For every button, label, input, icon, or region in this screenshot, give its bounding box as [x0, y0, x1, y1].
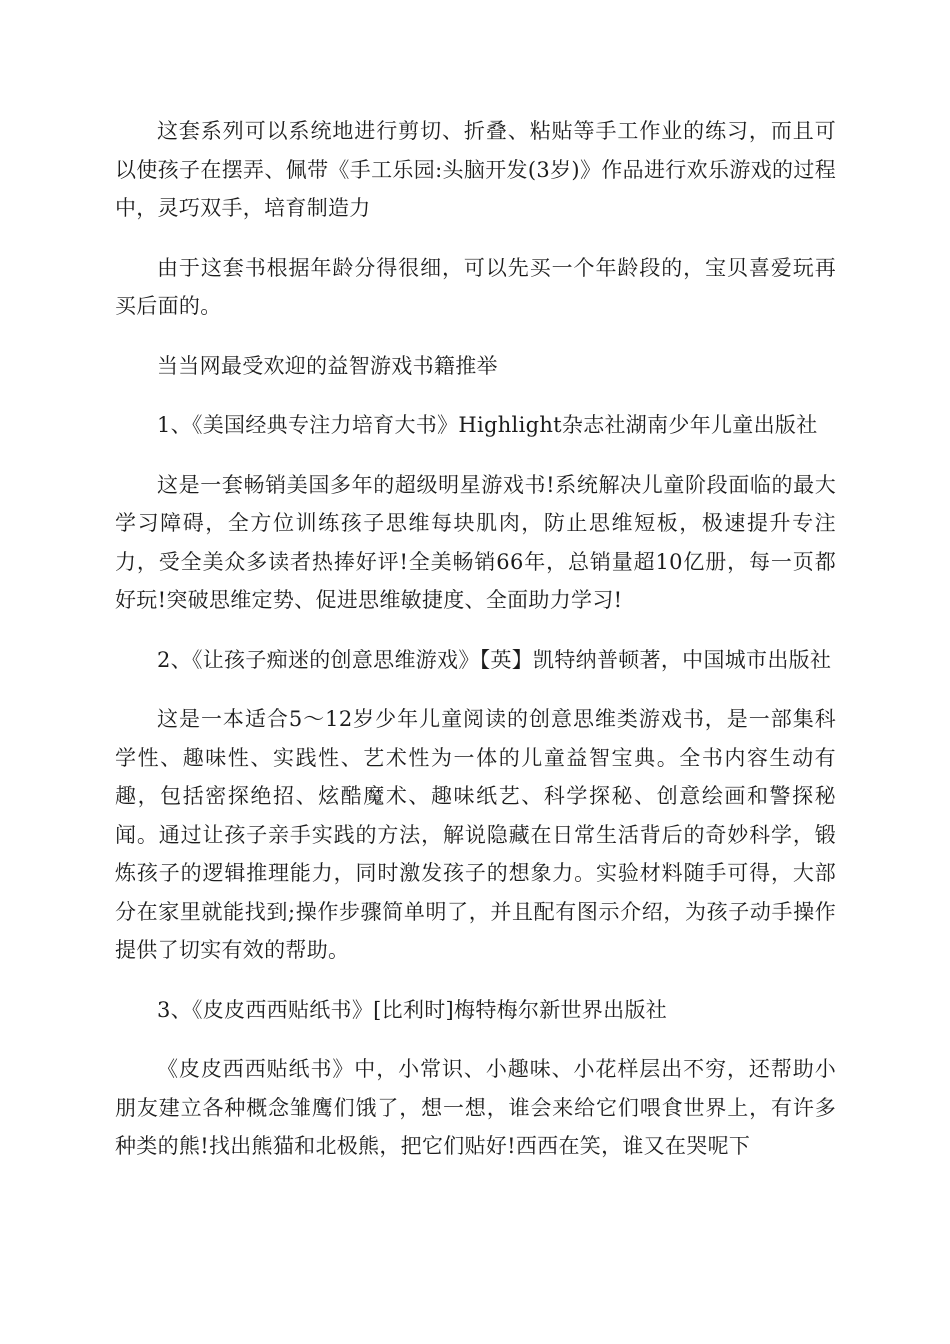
book-title-2: 2、《让孩子痴迷的创意思维游戏》【英】凯特纳普顿著，中国城市出版社 [157, 647, 832, 672]
book-title-3: 3、《皮皮西西贴纸书》[比利时]梅特梅尔新世界出版社 [157, 997, 668, 1022]
book-description-2: 这是一本适合5～12岁少年儿童阅读的创意思维类游戏书，是一部集科学性、趣味性、实践性、艺术性为一体的儿童益智宝典。全书内容生动有趣，包括密探绝招、炫酷魔术、趣味纸艺、科学探秘、创意绘画和警探秘闻。通过让孩子亲手实践的方法，解说隐藏在日常生活背后的奇妙科学，锻炼孩子的逻辑推理能力，同时激发孩子的想象力。实验材料随手可得，大部分在家里就能找到;操作步骤简单明了，并且配有图示介绍，为孩子动手操作提供了切实有效的帮助。 [115, 707, 836, 962]
paragraph-handcraft-series: 这套系列可以系统地进行剪切、折叠、粘贴等手工作业的练习，而且可以使孩子在摆弄、佩带《手工乐园:头脑开发(3岁)》作品进行欢乐游戏的过程中，灵巧双手，培育制造力 [115, 119, 836, 220]
paragraph-age-advice: 由于这套书根据年龄分得很细，可以先买一个年龄段的，宝贝喜爱玩再买后面的。 [115, 255, 836, 318]
book-description-3: 《皮皮西西贴纸书》中，小常识、小趣味、小花样层出不穷，还帮助小朋友建立各种概念雏鹰们饿了，想一想，谁会来给它们喂食世界上，有许多种类的熊!找出熊猫和北极熊，把它们贴好!西西在笑，谁又在哭呢下 [115, 1057, 836, 1158]
section-heading-recommendations: 当当网最受欢迎的益智游戏书籍推举 [157, 353, 498, 378]
book-title-1: 1、《美国经典专注力培育大书》Highlight杂志社湖南少年儿童出版社 [157, 413, 818, 437]
book-description-1: 这是一套畅销美国多年的超级明星游戏书!系统解决儿童阶段面临的最大学习障碍，全方位训练孩子思维每块肌肉，防止思维短板，极速提升专注力，受全美众多读者热捧好评!全美畅销66年，总销量超10亿册，每一页都好玩!突破思维定势、促进思维敏捷度、全面助力学习! [115, 472, 836, 612]
